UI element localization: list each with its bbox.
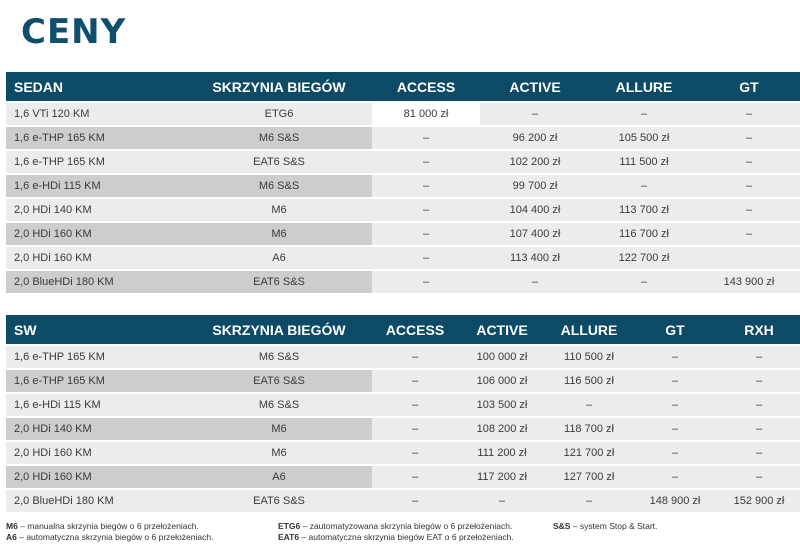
legend-column bbox=[553, 521, 657, 532]
price-cell: – bbox=[480, 101, 590, 125]
price-cell: 116 700 zł bbox=[590, 221, 698, 245]
sw-header-cell: SKRZYNIA BIEGÓW bbox=[186, 315, 372, 344]
price-cell: – bbox=[372, 173, 480, 197]
price-cell: – bbox=[698, 221, 800, 245]
sw-header-cell: ALLURE bbox=[546, 315, 632, 344]
price-cell: – bbox=[718, 416, 800, 440]
sedan-header-cell: GT bbox=[698, 72, 800, 101]
price-cell: – bbox=[458, 488, 546, 512]
legend-code: ETG6 bbox=[278, 521, 301, 531]
price-cell: – bbox=[698, 125, 800, 149]
gearbox-cell: EAT6 S&S bbox=[186, 368, 372, 392]
price-cell: 110 500 zł bbox=[546, 344, 632, 368]
gearbox-cell: M6 S&S bbox=[186, 125, 372, 149]
price-cell: 118 700 zł bbox=[546, 416, 632, 440]
price-cell: – bbox=[632, 440, 718, 464]
price-cell: 99 700 zł bbox=[480, 173, 590, 197]
engine-cell: 1,6 e-HDi 115 KM bbox=[6, 392, 186, 416]
price-cell: – bbox=[632, 392, 718, 416]
engine-cell: 1,6 e-HDi 115 KM bbox=[6, 173, 186, 197]
price-cell: 116 500 zł bbox=[546, 368, 632, 392]
price-cell: – bbox=[372, 125, 480, 149]
price-cell: – bbox=[632, 416, 718, 440]
price-cell: – bbox=[698, 149, 800, 173]
price-cell: – bbox=[372, 488, 458, 512]
legend-text: – automatyczna skrzynia biegów o 6 przełożeniach. bbox=[16, 532, 214, 542]
price-cell: – bbox=[590, 269, 698, 293]
table-row bbox=[6, 245, 800, 269]
table-row bbox=[6, 269, 800, 293]
sedan-header-cell: ACTIVE bbox=[480, 72, 590, 101]
engine-cell: 2,0 HDi 140 KM bbox=[6, 197, 186, 221]
engine-cell: 1,6 VTi 120 KM bbox=[6, 101, 186, 125]
price-cell: 121 700 zł bbox=[546, 440, 632, 464]
price-cell: 152 900 zł bbox=[718, 488, 800, 512]
gearbox-cell: M6 S&S bbox=[186, 173, 372, 197]
price-cell: – bbox=[632, 464, 718, 488]
table-row bbox=[6, 464, 800, 488]
table-row bbox=[6, 125, 800, 149]
table-row bbox=[6, 221, 800, 245]
gearbox-cell: A6 bbox=[186, 464, 372, 488]
legend-item bbox=[553, 521, 657, 532]
price-cell: – bbox=[372, 221, 480, 245]
table-row bbox=[6, 197, 800, 221]
sw-price-table bbox=[6, 315, 800, 512]
price-cell: 81 000 zł bbox=[372, 101, 480, 125]
price-cell: – bbox=[718, 440, 800, 464]
price-cell: 105 500 zł bbox=[590, 125, 698, 149]
sedan-header-cell: SKRZYNIA BIEGÓW bbox=[186, 72, 372, 101]
gearbox-cell: M6 bbox=[186, 197, 372, 221]
engine-cell: 2,0 HDi 160 KM bbox=[6, 440, 186, 464]
engine-cell: 1,6 e-THP 165 KM bbox=[6, 344, 186, 368]
price-cell: 117 200 zł bbox=[458, 464, 546, 488]
price-cell: 148 900 zł bbox=[632, 488, 718, 512]
legend-text: – automatyczna skrzynia biegów EAT o 6 przełożeniach. bbox=[299, 532, 514, 542]
sw-header-cell: ACCESS bbox=[372, 315, 458, 344]
price-cell: – bbox=[372, 149, 480, 173]
table-row bbox=[6, 149, 800, 173]
engine-cell: 2,0 HDi 160 KM bbox=[6, 221, 186, 245]
gearbox-cell: EAT6 S&S bbox=[186, 269, 372, 293]
price-cell: – bbox=[590, 173, 698, 197]
sw-header-cell: ACTIVE bbox=[458, 315, 546, 344]
price-cell: – bbox=[698, 173, 800, 197]
engine-cell: 1,6 e-THP 165 KM bbox=[6, 125, 186, 149]
engine-cell: 2,0 BlueHDi 180 KM bbox=[6, 269, 186, 293]
price-cell bbox=[698, 245, 800, 269]
engine-cell: 1,6 e-THP 165 KM bbox=[6, 368, 186, 392]
table-row bbox=[6, 392, 800, 416]
price-cell: 104 400 zł bbox=[480, 197, 590, 221]
price-cell: 127 700 zł bbox=[546, 464, 632, 488]
price-cell: 111 500 zł bbox=[590, 149, 698, 173]
legend-item bbox=[6, 521, 213, 532]
legend-text: – system Stop & Start. bbox=[570, 521, 658, 531]
legend-item bbox=[278, 532, 514, 543]
price-cell: 122 700 zł bbox=[590, 245, 698, 269]
legend-column bbox=[6, 521, 213, 543]
table-row bbox=[6, 440, 800, 464]
price-cell: – bbox=[632, 344, 718, 368]
price-cell: – bbox=[372, 464, 458, 488]
price-cell: – bbox=[632, 368, 718, 392]
gearbox-cell: EAT6 S&S bbox=[186, 149, 372, 173]
engine-cell: 2,0 BlueHDi 180 KM bbox=[6, 488, 186, 512]
price-cell: – bbox=[372, 245, 480, 269]
price-cell: – bbox=[372, 416, 458, 440]
price-cell: – bbox=[590, 101, 698, 125]
price-cell: 111 200 zł bbox=[458, 440, 546, 464]
sedan-header-cell: ACCESS bbox=[372, 72, 480, 101]
price-cell: – bbox=[372, 344, 458, 368]
engine-cell: 1,6 e-THP 165 KM bbox=[6, 149, 186, 173]
gearbox-cell: M6 bbox=[186, 416, 372, 440]
gearbox-cell: M6 bbox=[186, 221, 372, 245]
legend-code: M6 bbox=[6, 521, 18, 531]
sedan-price-table bbox=[6, 72, 800, 293]
gearbox-cell: M6 S&S bbox=[186, 392, 372, 416]
table-row bbox=[6, 173, 800, 197]
page-title: CENY bbox=[21, 12, 127, 52]
table-row bbox=[6, 101, 800, 125]
gearbox-cell: A6 bbox=[186, 245, 372, 269]
price-cell: 143 900 zł bbox=[698, 269, 800, 293]
price-cell: 107 400 zł bbox=[480, 221, 590, 245]
price-cell: – bbox=[372, 197, 480, 221]
gearbox-cell: M6 bbox=[186, 440, 372, 464]
price-cell: – bbox=[546, 392, 632, 416]
price-cell: 108 200 zł bbox=[458, 416, 546, 440]
table-row bbox=[6, 368, 800, 392]
gearbox-cell: ETG6 bbox=[186, 101, 372, 125]
price-cell: 102 200 zł bbox=[480, 149, 590, 173]
table-row bbox=[6, 344, 800, 368]
legend-code: EAT6 bbox=[278, 532, 300, 542]
sw-header-cell: RXH bbox=[718, 315, 800, 344]
table-row bbox=[6, 488, 800, 512]
legend-item bbox=[278, 521, 514, 532]
price-cell: – bbox=[372, 392, 458, 416]
price-cell: 113 700 zł bbox=[590, 197, 698, 221]
price-cell: – bbox=[372, 269, 480, 293]
engine-cell: 2,0 HDi 160 KM bbox=[6, 245, 186, 269]
sw-header-row bbox=[6, 315, 800, 344]
sedan-header-cell: ALLURE bbox=[590, 72, 698, 101]
price-cell: 96 200 zł bbox=[480, 125, 590, 149]
gearbox-cell: EAT6 S&S bbox=[186, 488, 372, 512]
legend-text: – zautomatyzowana skrzynia biegów o 6 przełożeniach. bbox=[300, 521, 513, 531]
price-cell: – bbox=[480, 269, 590, 293]
price-cell: – bbox=[718, 392, 800, 416]
legend-item bbox=[6, 532, 213, 543]
legend-column bbox=[278, 521, 514, 543]
price-cell: – bbox=[698, 197, 800, 221]
engine-cell: 2,0 HDi 160 KM bbox=[6, 464, 186, 488]
price-cell: – bbox=[698, 101, 800, 125]
price-cell: 106 000 zł bbox=[458, 368, 546, 392]
sedan-header-cell: SEDAN bbox=[6, 72, 186, 101]
engine-cell: 2,0 HDi 140 KM bbox=[6, 416, 186, 440]
price-cell: – bbox=[546, 488, 632, 512]
price-cell: – bbox=[718, 464, 800, 488]
legend-code: A6 bbox=[6, 532, 17, 542]
gearbox-cell: M6 S&S bbox=[186, 344, 372, 368]
price-cell: – bbox=[718, 368, 800, 392]
price-cell: 113 400 zł bbox=[480, 245, 590, 269]
sedan-header-row bbox=[6, 72, 800, 101]
price-cell: – bbox=[372, 440, 458, 464]
price-cell: 100 000 zł bbox=[458, 344, 546, 368]
sw-header-cell: SW bbox=[6, 315, 186, 344]
sw-header-cell: GT bbox=[632, 315, 718, 344]
price-cell: – bbox=[372, 368, 458, 392]
table-row bbox=[6, 416, 800, 440]
price-cell: – bbox=[718, 344, 800, 368]
legend-code: S&S bbox=[553, 521, 571, 531]
legend-text: – manualna skrzynia biegów o 6 przełożeniach. bbox=[17, 521, 199, 531]
price-cell: 103 500 zł bbox=[458, 392, 546, 416]
